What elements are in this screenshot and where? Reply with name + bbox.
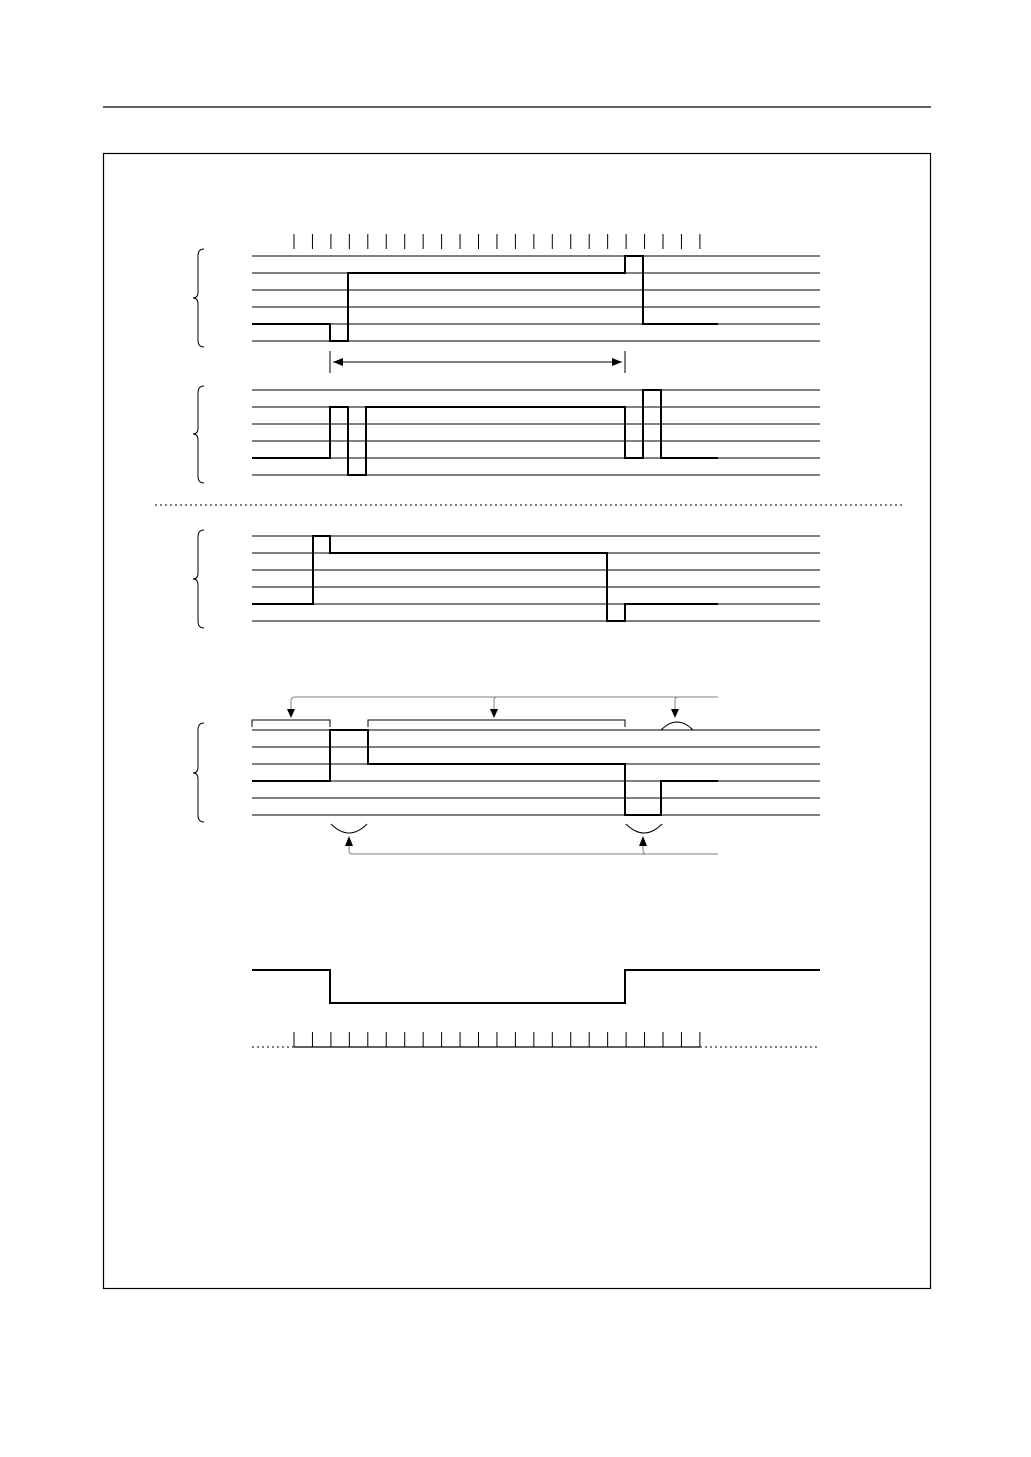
top-time-ticks	[294, 234, 700, 249]
group-brace	[193, 723, 204, 822]
waveform	[252, 536, 718, 621]
level-group-2	[193, 386, 820, 483]
bottom-callout-line	[349, 840, 718, 854]
group-brace	[193, 530, 204, 628]
bottom-time-ticks	[252, 1032, 820, 1047]
top-callout-line	[291, 697, 718, 716]
level-group-1	[193, 249, 820, 347]
waveform	[252, 256, 718, 341]
transition-arc-left	[331, 824, 367, 833]
group-brace	[193, 249, 204, 347]
waveform	[252, 390, 718, 475]
binary-signal	[252, 970, 820, 1003]
segment-arc-right	[661, 722, 693, 730]
level-group-4	[193, 723, 820, 822]
waveform	[252, 730, 718, 815]
segment-bracket-left	[252, 720, 330, 727]
duration-arrow	[330, 351, 625, 373]
transition-arc-right	[626, 824, 662, 833]
segment-bracket-middle	[368, 720, 625, 727]
group-brace	[193, 386, 204, 483]
segment-annotations	[252, 697, 718, 730]
transition-annotations	[331, 824, 718, 854]
level-group-3	[193, 530, 820, 628]
